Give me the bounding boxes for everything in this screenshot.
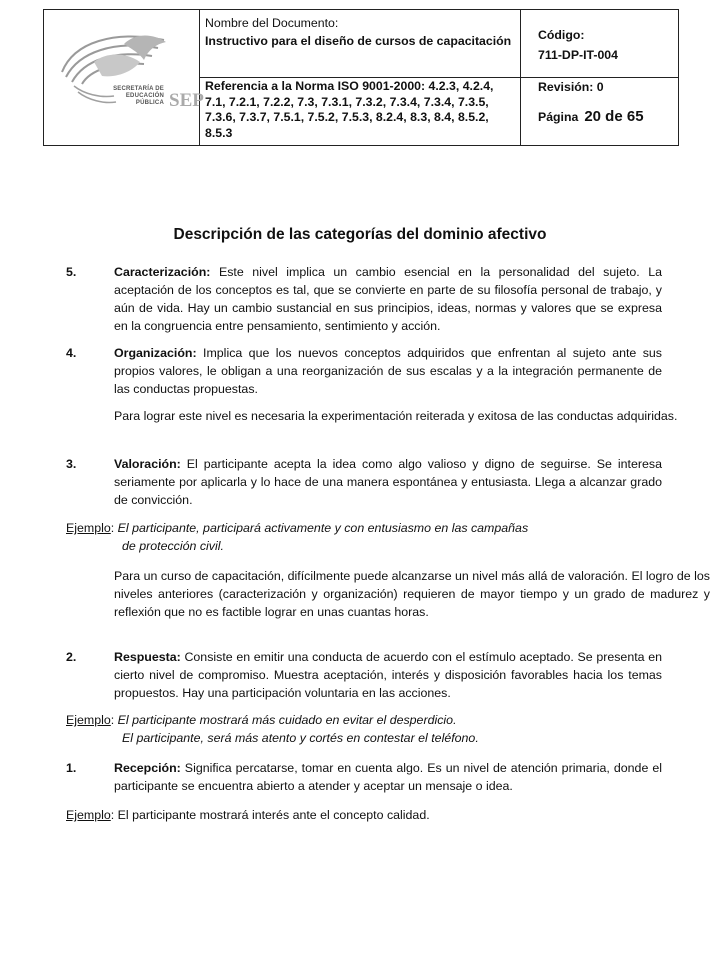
example-label: Ejemplo <box>66 713 111 727</box>
example-text: El participante mostrará más cuidado en evitar el desperdicio. <box>117 713 457 727</box>
item-term: Recepción: <box>114 761 181 775</box>
item-term: Respuesta: <box>114 650 181 664</box>
category-item <box>66 344 662 398</box>
example-text: El participante mostrará interés ante el concepto calidad. <box>117 808 430 822</box>
page-number: 20 de 65 <box>584 108 644 125</box>
logo-text-line: SECRETARÍA DE <box>113 86 164 92</box>
example-text: El participante, participará activamente y con entusiasmo en las campañas <box>117 521 529 535</box>
item-text: El participante acepta la idea como algo valioso y digno de seguirse. Se interesa seriamente por aplicarla y lo hace de una manera espontánea y entusiasta. Llega a alcanzar grado de convicción. <box>114 457 662 507</box>
category-item <box>66 263 662 335</box>
item-number: 4. <box>66 346 77 360</box>
document-name-value: Instructivo para el diseño de cursos de capacitación <box>205 33 512 48</box>
example-label: Ejemplo <box>66 521 111 535</box>
header-divider <box>520 77 679 78</box>
sep-logo <box>54 22 204 122</box>
category-item <box>66 648 662 702</box>
example-block: Ejemplo: El participante, participará activamente y con entusiasmo en las campañas de protección civil. <box>66 519 662 555</box>
category-item <box>66 759 662 795</box>
code-label: Código: <box>538 28 585 42</box>
item-text: Este nivel implica un cambio esencial en la personalidad del sujeto. La aceptación de los conceptos es tal, que se convierte en parte de su filosofía personal de trabajo, y aún de vida. Hay un cambio sustancial en sus principios, ideas, normas y valores que se expresa en la congruencia entre pensamiento, sentimiento y acción. <box>114 265 662 333</box>
logo-text-line: EDUCACIÓN <box>125 93 164 99</box>
item-number: 3. <box>66 457 77 471</box>
example-block: Ejemplo: El participante mostrará más cuidado en evitar el desperdicio. El participante, será más atento y cortés en contestar el teléfono. <box>66 711 662 747</box>
item-text: Significa percatarse, tomar en cuenta algo. Es un nivel de atención primaria, donde el participante se encuentra abierto a atender y aceptar un mensaje o idea. <box>114 761 662 793</box>
item-text: Implica que los nuevos conceptos adquiridos que enfrentan al sujeto ante sus propios valores, le obligan a una reorganización de sus escalas y a la integración permanente de las conductas propuestas. <box>114 346 662 396</box>
example-text: de protección civil. <box>122 539 224 553</box>
logo-abbreviation: SEP <box>169 90 204 111</box>
item-term: Organización: <box>114 346 197 360</box>
document-name-label: Nombre del Documento: <box>205 16 339 30</box>
item-term: Caracterización: <box>114 265 211 279</box>
logo-text-line: PÚBLICA <box>135 100 164 106</box>
page-number-cell <box>538 109 678 126</box>
category-item <box>66 455 662 509</box>
document-code-cell <box>538 28 678 63</box>
document-header <box>43 9 679 146</box>
item-number: 2. <box>66 650 77 664</box>
note-paragraph: Para un curso de capacitación, difícilmente puede alcanzarse un nivel más allá de valoración. El logro de los niveles anteriores (caracterización y organización) requieren de mayor tiempo y un grado de madurez y reflexión que no es factible lograr en unas cuantas horas. <box>114 569 710 619</box>
document-name-cell <box>205 16 517 49</box>
example-block: Ejemplo: El participante mostrará interés ante el concepto calidad. <box>66 808 430 822</box>
item-number: 5. <box>66 265 77 279</box>
item-text: Consiste en emitir una conducta de acuerdo con el estímulo aceptado. Se presenta en cierto nivel de compromiso. Muestra aceptación, interés y disposición favorables hacia los temas propuestos. Hay una participación voluntaria en las acciones. <box>114 650 662 700</box>
example-label: Ejemplo <box>66 808 111 822</box>
iso-reference: Referencia a la Norma ISO 9001-2000: 4.2.3, 4.2.4, 7.1, 7.2.1, 7.2.2, 7.3, 7.3.1, 7.3.2, 7.3.4, 7.3.4, 7.3.5, 7.3.6, 7.3.7, 7.5.1, 7.5.2, 7.5.3, 8.2.4, 8.3, 8.4, 8.5.2, 8.5.3 <box>205 79 494 140</box>
page-title: Descripción de las categorías del dominio afectivo <box>173 226 547 243</box>
code-value: 711-DP-IT-004 <box>538 47 618 62</box>
item-number: 1. <box>66 761 77 775</box>
note-paragraph: Para lograr este nivel es necesaria la experimentación reiterada y exitosa de las conductas adquiridas. <box>114 409 678 423</box>
item-term: Valoración: <box>114 457 181 471</box>
page-label: Página <box>538 110 579 124</box>
example-text: El participante, será más atento y cortés en contestar el teléfono. <box>122 731 479 745</box>
revision: Revisión: 0 <box>538 80 604 94</box>
